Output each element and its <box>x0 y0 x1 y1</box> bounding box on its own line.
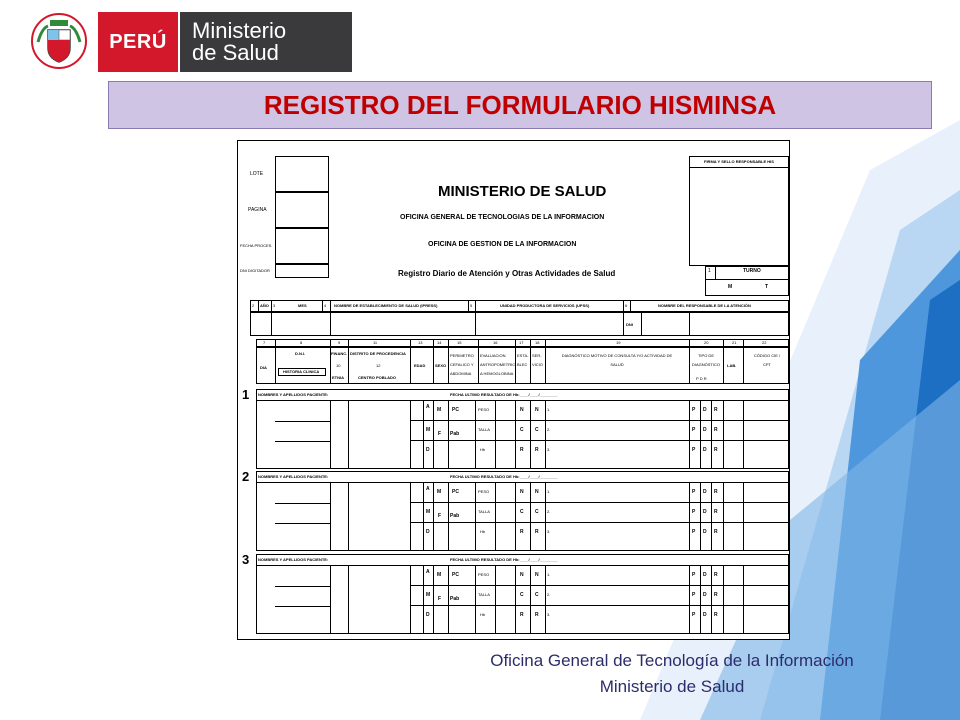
sex-m: M <box>437 489 442 495</box>
sex-m: M <box>437 407 442 413</box>
esta-r: R <box>520 612 524 618</box>
age-d: D <box>426 447 430 453</box>
colhdr-historia: HISTORIA CLINICA <box>283 369 320 374</box>
tipo-p: P <box>692 572 696 578</box>
age-m: M <box>426 509 431 515</box>
turno-label: TURNO <box>743 268 761 274</box>
logo-peru-block: PERÚ <box>98 12 178 72</box>
diag-d1: 1. <box>547 489 551 494</box>
tipo-p: P <box>692 592 696 598</box>
tipo-p: P <box>692 447 696 453</box>
label-peso: PESO <box>478 489 490 494</box>
ser-r: R <box>535 447 539 453</box>
hdr-n3: 3 <box>273 303 276 308</box>
pagina-box <box>275 192 329 228</box>
tipo-r: R <box>714 529 718 535</box>
ser-r: R <box>535 612 539 618</box>
colhdr-12: 12 <box>376 363 381 368</box>
patient-nombres-label: NOMBRES Y APELLIDOS PACIENTE: <box>258 557 329 562</box>
patient-number: 1 <box>242 387 250 402</box>
tipo-p: P <box>692 427 696 433</box>
tipo-p: P <box>692 407 696 413</box>
label-pab: Pab <box>450 513 460 519</box>
colhdr-codigo: CÓDIGO CIE / CPT <box>753 353 781 367</box>
patient-number: 2 <box>242 469 250 484</box>
esta-n: N <box>520 407 524 413</box>
label-hb: Hb <box>480 612 486 617</box>
ser-r: R <box>535 529 539 535</box>
label-fecha-proces: FECHA PROCES. <box>240 243 273 248</box>
colnum-14: 14 <box>437 340 442 345</box>
hdr-responsable: NOMBRE DEL RESPONSABLE DE LA ATENCIÓN <box>658 303 751 308</box>
tipo-d: D <box>703 572 707 578</box>
firma-box <box>689 156 789 266</box>
age-d: D <box>426 612 430 618</box>
age-a: A <box>426 569 430 575</box>
colnum-13: 13 <box>418 340 423 345</box>
hdr-n2: 2 <box>252 303 255 308</box>
patient-fecha-label: FECHA ULTIMO RESULTADO DE Hb:____/____/________ <box>450 557 558 562</box>
footer-line1: Oficina General de Tecnología de la Información <box>490 651 854 670</box>
diag-d3: 3. <box>547 612 551 617</box>
esta-n: N <box>520 489 524 495</box>
hdr-anio: AÑO <box>260 303 269 308</box>
lote-box <box>275 156 329 192</box>
colhdr-pdr: P D R <box>696 376 707 381</box>
label-hb: Hb <box>480 529 486 534</box>
colnum-21: 21 <box>732 340 737 345</box>
sex-m: M <box>437 572 442 578</box>
ser-c: C <box>535 427 539 433</box>
colnum-19: 19 <box>616 340 621 345</box>
logo-line2: de Salud <box>192 40 279 65</box>
label-hb: Hb <box>480 447 486 452</box>
hdr-dni: DNI <box>626 322 633 327</box>
colhdr-esta: ESTA- BLEC <box>517 353 529 367</box>
ser-n: N <box>535 489 539 495</box>
firma-label: FIRMA Y SELLO RESPONSABLE HIS <box>704 159 774 164</box>
dni-box <box>275 264 329 278</box>
label-lote: LOTE <box>250 171 264 177</box>
slide-title: REGISTRO DEL FORMULARIO HISMINSA <box>108 81 932 129</box>
label-pab: Pab <box>450 596 460 602</box>
label-pc: PC <box>452 572 459 578</box>
tipo-d: D <box>703 447 707 453</box>
tipo-r: R <box>714 509 718 515</box>
colhdr-dia: DIA <box>260 365 267 370</box>
patient-nombres-label: NOMBRES Y APELLIDOS PACIENTE: <box>258 474 329 479</box>
logo-ministerio-block <box>178 12 352 72</box>
ministerio-logo <box>98 12 352 72</box>
colnum-15: 15 <box>457 340 462 345</box>
tipo-d: D <box>703 489 707 495</box>
coat-of-arms-icon <box>30 12 88 70</box>
tipo-r: R <box>714 612 718 618</box>
colhdr-diagnostico: DIAGNÓSTICO MOTIVO DE CONSULTA Y/O ACTIVIDAD DE SALUD <box>561 353 673 367</box>
diag-d1: 1. <box>547 572 551 577</box>
tipo-p: P <box>692 612 696 618</box>
esta-c: C <box>520 592 524 598</box>
colnum-9: 9 <box>338 340 341 345</box>
colhdr-evaluacion: EVALUACION ANTROPOMETRIC A HEMOGLOBINA <box>480 353 516 376</box>
age-a: A <box>426 404 430 410</box>
label-dni-digitador: DNI DIGITADOR <box>240 268 270 273</box>
ser-n: N <box>535 572 539 578</box>
diag-d2: 2. <box>547 592 551 597</box>
footer-line2: Ministerio de Salud <box>599 677 745 696</box>
colnum-18: 18 <box>535 340 540 345</box>
colnum-8: 8 <box>300 340 303 345</box>
ser-n: N <box>535 407 539 413</box>
colhdr-dni: D.N.I. <box>295 351 306 356</box>
label-pc: PC <box>452 489 459 495</box>
colhdr-10: 10 <box>336 363 341 368</box>
hdr-n4: 4 <box>324 303 327 308</box>
colhdr-sexo: SEXO <box>435 363 447 368</box>
age-m: M <box>426 427 431 433</box>
hisminsa-form <box>237 140 790 640</box>
esta-c: C <box>520 427 524 433</box>
footer <box>412 648 932 700</box>
label-pab: Pab <box>450 431 460 437</box>
label-talla: TALLA <box>478 509 490 514</box>
colhdr-edad: EDAD <box>414 363 426 368</box>
colnum-7: 7 <box>263 340 266 345</box>
label-pc: PC <box>452 407 459 413</box>
form-subtitle2: OFICINA DE GESTION DE LA INFORMACION <box>428 241 577 248</box>
sex-f: F <box>438 596 442 602</box>
fecha-box <box>275 228 329 264</box>
colnum-11: 11 <box>373 340 378 345</box>
logo-line1: Ministerio <box>192 18 287 43</box>
colhdr-ser: SER- VICIO <box>532 353 543 367</box>
tipo-p: P <box>692 509 696 515</box>
patient-nombres-label: NOMBRES Y APELLIDOS PACIENTE: <box>258 392 329 397</box>
tipo-d: D <box>703 612 707 618</box>
form-title: MINISTERIO DE SALUD <box>438 183 607 200</box>
esta-r: R <box>520 447 524 453</box>
tipo-d: D <box>703 407 707 413</box>
colhdr-perimetro: PERIMETRO CEFALICO Y ABDOMINA <box>450 353 474 376</box>
esta-n: N <box>520 572 524 578</box>
tipo-d: D <box>703 529 707 535</box>
diag-d3: 3. <box>547 447 551 452</box>
tipo-p: P <box>692 489 696 495</box>
colnum-22: 22 <box>762 340 767 345</box>
label-peso: PESO <box>478 572 490 577</box>
diag-d2: 2. <box>547 427 551 432</box>
diag-d1: 1. <box>547 407 551 412</box>
age-a: A <box>426 486 430 492</box>
hdr-ups: UNIDAD PRODUCTORA DE SERVICIOS (UPSS) <box>500 303 590 308</box>
tipo-r: R <box>714 407 718 413</box>
turno-t: T <box>765 284 769 290</box>
colnum-17: 17 <box>519 340 524 345</box>
form-subtitle1: OFICINA GENERAL DE TECNOLOGIAS DE LA INFORMACION <box>400 214 605 221</box>
colhdr-tipo: TIPO DE DIAGNÓSTICO <box>691 353 720 367</box>
age-d: D <box>426 529 430 535</box>
ser-c: C <box>535 592 539 598</box>
colhdr-centro: CENTRO POBLADO <box>358 375 396 380</box>
colhdr-lab: LAB. <box>727 363 737 368</box>
hdr-n6: 6 <box>625 303 628 308</box>
label-pagina: PAGINA <box>248 207 267 213</box>
patient-fecha-label: FECHA ULTIMO RESULTADO DE Hb:____/____/________ <box>450 392 558 397</box>
tipo-r: R <box>714 427 718 433</box>
hdr-establecimiento: NOMBRE DE ESTABLECIMIENTO DE SALUD (IPRESS) <box>334 303 438 308</box>
tipo-d: D <box>703 592 707 598</box>
tipo-d: D <box>703 427 707 433</box>
turno-number: 1 <box>708 268 711 274</box>
age-m: M <box>426 592 431 598</box>
tipo-r: R <box>714 447 718 453</box>
label-talla: TALLA <box>478 427 490 432</box>
label-peso: PESO <box>478 407 490 412</box>
tipo-r: R <box>714 592 718 598</box>
colnum-16: 16 <box>493 340 498 345</box>
hdr-mes: MES <box>298 303 307 308</box>
colhdr-etnia: ETNIA <box>332 375 344 380</box>
tipo-r: R <box>714 572 718 578</box>
turno-m: M <box>728 284 733 290</box>
form-subtitle3: Registro Diario de Atención y Otras Actividades de Salud <box>398 269 616 278</box>
label-talla: TALLA <box>478 592 490 597</box>
patient-fecha-label: FECHA ULTIMO RESULTADO DE Hb:____/____/________ <box>450 474 558 479</box>
diag-d2: 2. <box>547 509 551 514</box>
patient-number: 3 <box>242 552 250 567</box>
esta-c: C <box>520 509 524 515</box>
diag-d3: 3. <box>547 529 551 534</box>
tipo-d: D <box>703 509 707 515</box>
tipo-r: R <box>714 489 718 495</box>
colnum-20: 20 <box>704 340 709 345</box>
sex-f: F <box>438 431 442 437</box>
sex-f: F <box>438 513 442 519</box>
colhdr-distrito: DISTRITO DE PROCEDENCIA <box>350 351 406 356</box>
hdr-n5: 5 <box>470 303 473 308</box>
tipo-p: P <box>692 529 696 535</box>
esta-r: R <box>520 529 524 535</box>
ser-c: C <box>535 509 539 515</box>
colhdr-financ: FINANC. <box>331 351 348 356</box>
